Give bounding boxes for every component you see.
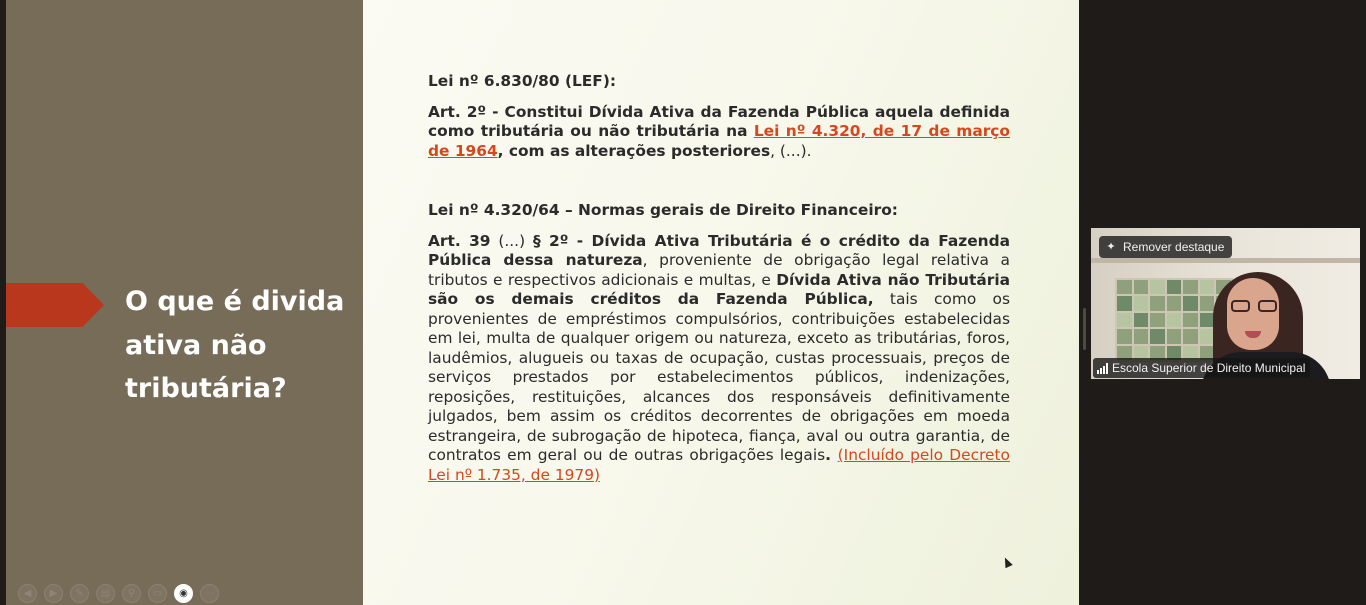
lei4320-heading: Lei nº 4.320/64 – Normas gerais de Direito Financeiro: xyxy=(428,201,898,219)
slide-content xyxy=(428,72,1010,485)
next-icon[interactable]: ▶ xyxy=(44,584,63,603)
slide-left-panel xyxy=(6,0,363,605)
mouse-cursor-icon xyxy=(1001,556,1012,568)
camera-icon[interactable]: ◉ xyxy=(174,584,193,603)
lei-4320-link[interactable]: Lei nº 4.320, de 17 de março de 1964 xyxy=(428,122,1010,160)
art2-paragraph xyxy=(428,103,1010,162)
shared-slide xyxy=(6,0,1079,605)
remove-spotlight-button[interactable] xyxy=(1099,236,1232,258)
panel-resize-handle[interactable] xyxy=(1083,308,1086,350)
video-shelf xyxy=(1091,258,1360,263)
pen-icon[interactable]: ✎ xyxy=(70,584,89,603)
art39-dot: . xyxy=(825,446,838,464)
subtitles-icon[interactable]: ▭ xyxy=(148,584,167,603)
art39-start: Art. 39 xyxy=(428,231,491,250)
remove-spotlight-label: Remover destaque xyxy=(1123,240,1225,254)
art2-tail-bold: , com as alterações posteriores xyxy=(497,141,771,160)
unpin-icon: ✦ xyxy=(1106,241,1116,253)
more-icon[interactable]: ⋯ xyxy=(200,584,219,603)
participant-name: Escola Superior de Direito Municipal xyxy=(1112,361,1306,375)
art39-ellipsis: (...) xyxy=(490,231,533,250)
prev-icon[interactable]: ◀ xyxy=(18,584,37,603)
art39-bold1: § 2º - Dívida Ativa Tributária é o crédito da Fazenda Pública dessa natureza xyxy=(428,231,1010,269)
decreto-link[interactable]: (Incluído pelo Decreto Lei nº 1.735, de 1979) xyxy=(428,446,1010,484)
art2-tail: , (...). xyxy=(770,141,812,160)
art39-mid2: tais como os provenientes de empréstimos compulsórios, contribuições estabelecidas em lei, multa de qualquer origem ou natureza, exceto as tributárias, foros, laudêmios, alugueis ou taxas de ocupação, custas processuais, preços de serviços prestados por estabelecimentos públicos, indenizações, reposições, restituições, alcances dos responsáveis definitivamente julgados, bem assim os créditos decorrentes de obrigações em moeda estrangeira, de subrogação de hipoteca, fiança, aval ou outra garantia, de contratos em geral ou de outras obrigações legais xyxy=(428,290,1010,464)
art39-paragraph xyxy=(428,232,1010,486)
participant-name-tag xyxy=(1093,358,1310,378)
art39-mid1: , proveniente de obrigação legal relativa a tributos e respectivos adicionais e multas, e xyxy=(428,251,1010,289)
arrow-shape xyxy=(6,283,104,327)
art39-bold2: Dívida Ativa não Tributária são os demais créditos da Fazenda Pública, xyxy=(428,270,1011,308)
lef-heading: Lei nº 6.830/80 (LEF): xyxy=(428,72,617,90)
signal-bars-icon xyxy=(1097,363,1108,374)
slide-title: O que é divida ativa não tributária? xyxy=(125,286,345,404)
slide-content-panel xyxy=(363,0,1079,605)
zoom-icon[interactable]: ⚲ xyxy=(122,584,141,603)
art2-text: Art. 2º - Constitui Dívida Ativa da Fazenda Pública aquela definida como tributária ou não tributária na xyxy=(428,102,1010,140)
slides-icon[interactable]: ▤ xyxy=(96,584,115,603)
slideshow-controls xyxy=(18,584,219,602)
